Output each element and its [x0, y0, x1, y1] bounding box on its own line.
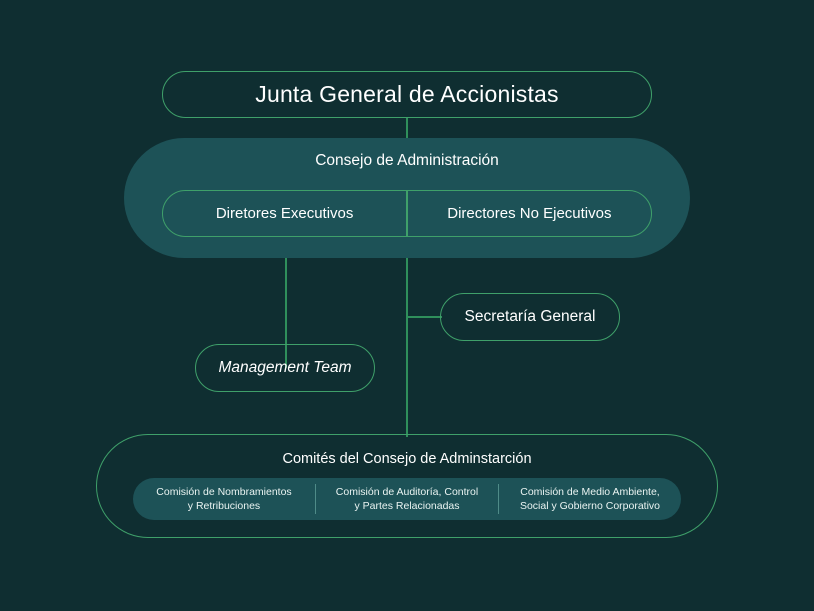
connector-board-to-committees [406, 237, 408, 437]
board-title-label: Consejo de Administración [315, 152, 499, 169]
node-shareholders-meeting[interactable] [162, 71, 652, 118]
node-non-executive-directors-label: Directores No Ejecutivos [447, 205, 612, 222]
board-committees-title-label: Comités del Consejo de Adminstarción [282, 451, 532, 467]
node-management-team-label: Management Team [218, 359, 352, 376]
committee-nominations-remuneration-label: Comisión de Nombramientos y Retribuciones [156, 485, 292, 512]
node-shareholders-meeting-label: Junta General de Accionistas [255, 81, 559, 107]
node-general-secretary[interactable] [440, 293, 620, 341]
connector-junta-to-board [406, 118, 408, 140]
node-directors-split [162, 190, 652, 237]
committee-esg[interactable] [499, 478, 681, 520]
node-general-secretary-label: Secretaría General [464, 308, 596, 325]
committee-audit-control-label: Comisión de Auditoría, Control y Partes Relacionadas [335, 485, 479, 512]
node-executive-directors[interactable] [163, 191, 406, 236]
connector-spine-to-secretary [406, 316, 442, 318]
committee-esg-label: Comisión de Medio Ambiente, Social y Gobierno Corporativo [519, 485, 661, 512]
node-management-team[interactable] [195, 344, 375, 392]
board-committees-title [97, 451, 717, 467]
node-non-executive-directors[interactable] [408, 191, 651, 236]
committee-nominations-remuneration[interactable] [133, 478, 315, 520]
committees-group [133, 478, 681, 520]
node-executive-directors-label: Diretores Executivos [215, 205, 354, 222]
board-title [124, 152, 690, 170]
committee-audit-control[interactable] [316, 478, 498, 520]
